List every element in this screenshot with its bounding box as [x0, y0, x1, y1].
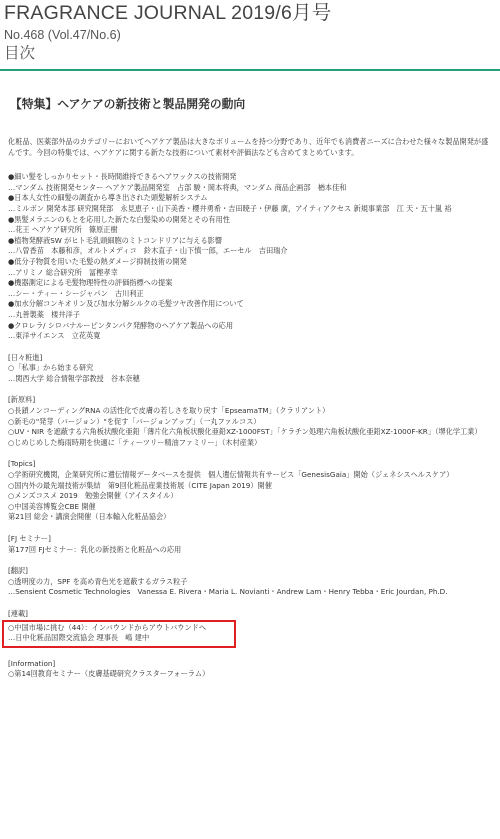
section-item[interactable]: ○国内外の最先端技術が集結 第9回化粧品産業技術展（CITE Japan 2019）開催: [8, 480, 272, 490]
article-authors: …シー・ティー・シージャパン 古川利正: [8, 288, 144, 298]
section-series: [8, 609, 492, 648]
section-item-authors: …関西大学 総合情報学部教授 谷本奈穂: [8, 373, 140, 383]
section-item[interactable]: ○長鎖ノンコーディングRNA の活性化で皮膚の若しさを取り戻す「EpseamaTM」（クラリアント）: [8, 406, 330, 416]
article-authors: …マンダム 技術開発センター ヘアケア製品開発室 占部 駿・岡本将典，マンダム 商品企画部 楢本佳和: [8, 182, 347, 192]
feature-article[interactable]: [8, 299, 492, 320]
section-item[interactable]: ○「私事」から始まる研究: [8, 363, 94, 373]
feature-article[interactable]: [8, 257, 492, 278]
feature-heading: 【特集】ヘアケアの新技術と製品開発の動向: [10, 97, 246, 111]
section-item[interactable]: ○透明度の力，SPF を高め青色光を遮蔽するガラス粒子: [8, 576, 188, 586]
article-title: ●細い髪をしっかりセット・長時間維持できるヘアワックスの技術開発: [8, 172, 237, 182]
article-title: ●植物発酵液SW がヒト毛乳頭細胞のミトコンドリアに与える影響: [8, 235, 223, 245]
article-authors: …花王 ヘアケア研究所 篠原正樹: [8, 225, 118, 235]
article-authors: …アリミノ 総合研究所 冨樫孝幸: [8, 267, 118, 277]
article-title: ●加水分解コンキオリン及び加水分解シルクの毛髪ツヤ改善作用について: [8, 299, 244, 309]
feature-article[interactable]: [8, 236, 492, 257]
section-nichinichi: [8, 353, 492, 385]
feature-article[interactable]: [8, 172, 492, 193]
feature-intro: 化粧品、医薬部外品のカテゴリーにおいてヘアケア製品は大きなボリュームを持つ分野であり、近年でも消費者ニーズに合わせた様々な製品開発が盛んです。今回の特集では、ヘアケアに関する新たな技術について素材や評価法なども含めてまとめています。: [8, 137, 489, 157]
section-label: [新原料]: [8, 395, 36, 405]
highlight-box: [2, 620, 236, 648]
section-new-materials: [8, 395, 492, 448]
section-label: [翻訳]: [8, 566, 28, 576]
section-label: [Topics]: [8, 459, 36, 469]
section-item-authors: …日中化粧品国際交流協会 理事長 嶋 建中: [8, 633, 150, 643]
feature-article[interactable]: [8, 215, 492, 236]
feature-article[interactable]: [8, 193, 492, 214]
journal-title: FRAGRANCE JOURNAL 2019/6月号: [4, 2, 332, 24]
article-authors: …丸善製薬 楼井洋子: [8, 309, 80, 319]
header-divider: [0, 69, 500, 71]
article-title: ●低分子物質を用いた毛髪の熱ダメージ抑制技術の開発: [8, 256, 187, 266]
toc-heading: 目次: [4, 44, 36, 62]
article-authors: …八曽香苗 本藤和彦，オルトメディコ 鈴木直子・山下慎一郎，エーセル 吉田瑞介: [8, 246, 288, 256]
section-item[interactable]: ○新毛の"発芽（バージョン）"を促す「バージョンアップ」（一丸ファルコス）: [8, 416, 261, 426]
feature-articles: [8, 172, 492, 342]
feature-article[interactable]: [8, 321, 492, 342]
section-label: [連載]: [8, 608, 28, 618]
header: [0, 0, 500, 62]
toc-content: [0, 137, 500, 680]
article-title: ●クロレラ/ シロバナルーピンタンパク発酵物のヘアケア製品への応用: [8, 320, 234, 330]
section-item[interactable]: ○メンズコスメ 2019 勉強会開催（アイスタイル）: [8, 491, 178, 501]
section-label: [FJ セミナー]: [8, 534, 51, 543]
section-translation: [8, 566, 492, 598]
article-title: ●機器測定による毛髪物理特性の評価指標への提案: [8, 278, 173, 288]
section-item-authors: …Sensient Cosmetic Technologies Vanessa E. Rivera・Maria L. Novianti・Andrew Lam・Henry Tebba・Eric Jourdan, Ph.D.: [8, 587, 448, 597]
feature-article[interactable]: [8, 278, 492, 299]
article-authors: …ミルボン 開発本部 研究開発部 永見恵子・山下美香・櫻井勇希・吉田暁子・伊藤 廣，アイティアクセス 新規事業部 江 天・五十嵐 裕: [8, 203, 452, 213]
section-item[interactable]: ○UV・NIR を遮蔽する六角板状酸化亜鉛「薄片化六角板状酸化亜鉛XZ-1000FST」「ケラチン処理六角板状酸化亜鉛XZ-1000F-KR」（堺化学工業）: [8, 427, 482, 437]
section-information: [8, 659, 492, 680]
section-topics: [8, 459, 492, 523]
section-item[interactable]: ○第14回教育セミナー（皮膚基礎研究クラスターフォーラム）: [8, 669, 210, 679]
section-item[interactable]: ○中国美容博覧会CBE 開催: [8, 501, 96, 511]
section-item[interactable]: 第21回 総会・講演会開催（日本輸入化粧品協会）: [8, 512, 171, 522]
article-title: ●黒髪メラニンのもとを応用した新たな白髪染めの開発とその有用性: [8, 214, 230, 224]
section-fj-seminar: [8, 534, 492, 555]
section-item[interactable]: ○学術研究機関，企業研究所に遺伝情報データベースを提供 個人遺伝情報共有サービス「GenesisGaia」開始（ジェネシスヘルスケア）: [8, 470, 454, 480]
section-item[interactable]: 第177回 FJセミナー：乳化の新技術と化粧品への応用: [8, 544, 182, 554]
section-item[interactable]: ○じめじめした梅雨時期を快適に「ティーツリー精油ファミリー」（木村産業）: [8, 437, 262, 447]
section-label: [日々粧進]: [8, 352, 43, 362]
article-authors: …東洋サイエンス 立花英寛: [8, 331, 101, 341]
issue-number: No.468 (Vol.47/No.6): [4, 28, 121, 42]
section-label: [Information]: [8, 658, 56, 668]
section-item[interactable]: ○中国市場に挑む（44）：インバウンドからアウトバウンドへ: [8, 622, 207, 632]
article-title: ●日本人女性の細髪の調査から導き出された頭髪解析システム: [8, 193, 208, 203]
